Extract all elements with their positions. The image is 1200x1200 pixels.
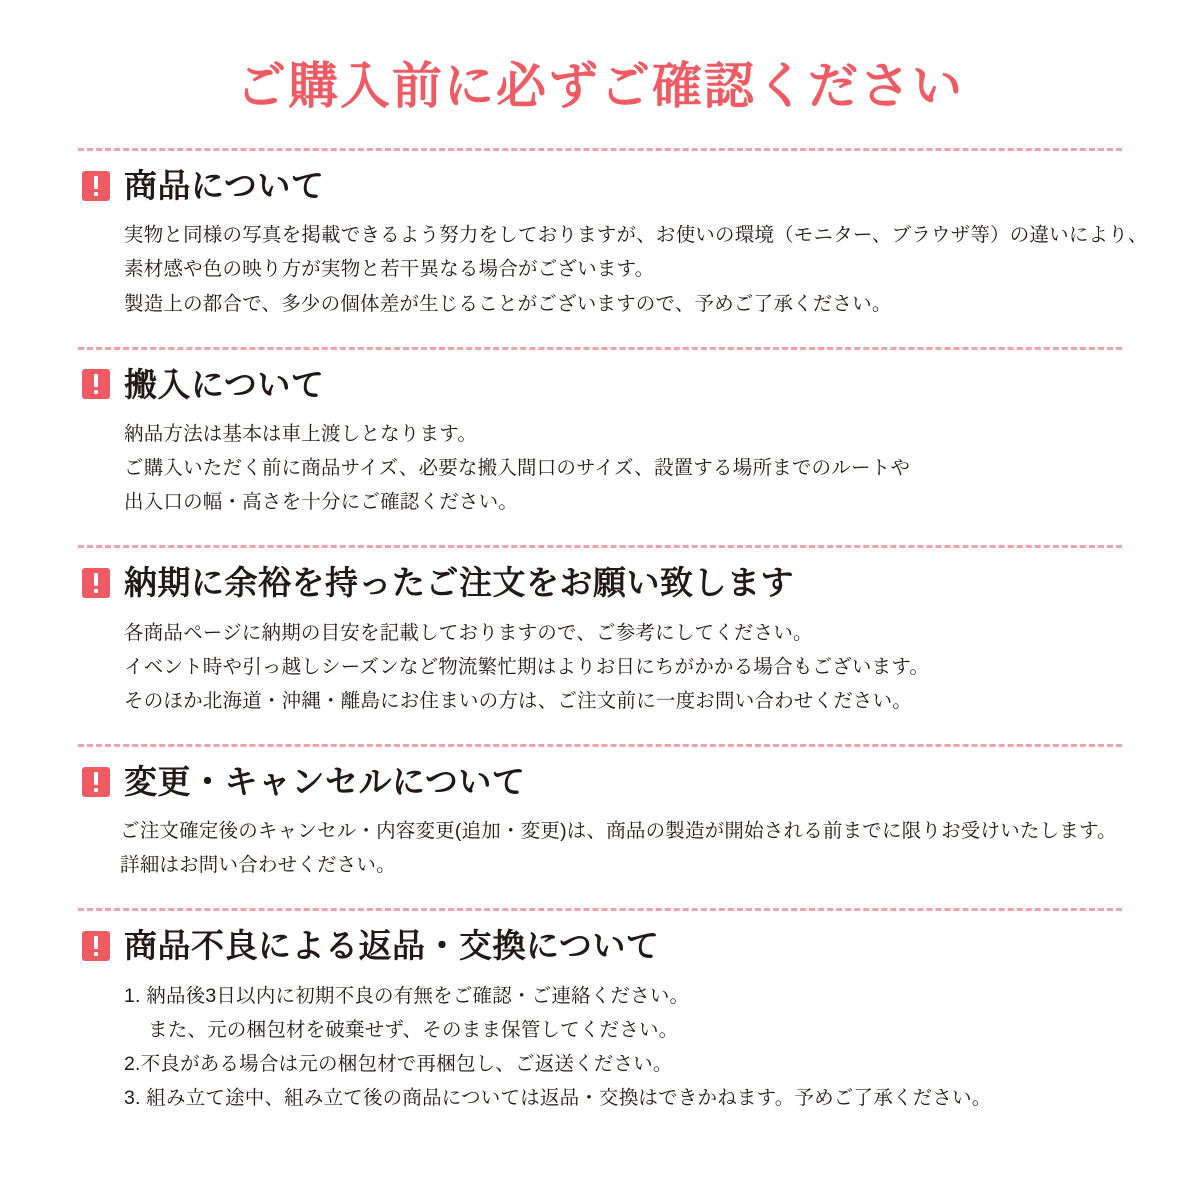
section-body (78, 616, 1122, 718)
section-lead-time (78, 562, 1122, 720)
section-delivery (78, 364, 1122, 522)
exclamation-icon (82, 767, 110, 797)
section-title: 商品不良による返品・交換について (124, 927, 660, 965)
body-line: ご注文確定後のキャンセル・内容変更(追加・変更)は、商品の製造が開始される前までに限りお受けいたします。 (120, 820, 1117, 843)
section-returns (78, 925, 1122, 1117)
section-title: 納期に余裕を持ったご注文をお願い致します (124, 564, 794, 602)
page-title: ご購入前に必ずご確認ください (236, 58, 964, 114)
section-cancellation (78, 761, 1122, 885)
section-title: 変更・キャンセルについて (124, 762, 526, 800)
body-line: 素材感や色の映り方が実物と若干異なる場合がございます。 (124, 258, 655, 281)
section-title: 商品について (124, 167, 325, 204)
section-body (78, 979, 1122, 1116)
body-line: 各商品ページに納期の目安を記載しておりますので、ご参考にしてください。 (124, 621, 813, 644)
section-heading-row (78, 364, 1122, 405)
section-body (78, 417, 1122, 519)
body-line: 3. 組み立て途中、組み立て後の商品については返品・交換はできかねます。予めご了承ください。 (124, 1087, 992, 1109)
body-line: 2.不良がある場合は元の梱包材で再梱包し、ご返送ください。 (124, 1052, 673, 1075)
section-product (78, 165, 1148, 323)
exclamation-icon (82, 369, 110, 399)
section-divider (78, 347, 1122, 350)
section-body (78, 814, 1122, 882)
body-line: そのほか北海道・沖縄・離島にお住まいの方は、ご注文前に一度お問い合わせください。 (124, 689, 913, 712)
section-divider (78, 908, 1122, 911)
body-line: 1. 納品後3日以内に初期不良の有無をご確認・ご連絡ください。 (124, 984, 690, 1007)
section-heading-row (78, 761, 1122, 802)
section-divider (78, 545, 1122, 548)
body-line: また、元の梱包材を破棄せず、そのまま保管してください。 (148, 1018, 679, 1041)
section-heading-row (78, 925, 1122, 966)
body-line: ご購入いただく前に商品サイズ、必要な搬入間口のサイズ、設置する場所までのルートや (124, 457, 911, 479)
body-line: 出入口の幅・高さを十分にご確認ください。 (124, 491, 519, 514)
body-line: 詳細はお問い合わせください。 (120, 854, 396, 877)
section-divider (78, 148, 1122, 151)
exclamation-icon (82, 568, 110, 598)
body-line: 納品方法は基本は車上渡しとなります。 (124, 422, 478, 445)
body-line: 実物と同様の写真を掲載できるよう努力をしておりますが、お使いの環境（モニター、ブラウザ等）の違いにより、 (124, 224, 1148, 247)
exclamation-icon (82, 931, 110, 961)
section-divider (78, 744, 1122, 747)
section-heading-row (78, 165, 1122, 206)
section-body (78, 218, 1148, 320)
section-title: 搬入について (124, 365, 325, 403)
section-heading-row (78, 562, 1122, 603)
exclamation-icon (82, 171, 110, 201)
body-line: 製造上の都合で、多少の個体差が生じることがございますので、予めご了承ください。 (124, 292, 892, 315)
body-line: イベント時や引っ越しシーズンなど物流繁忙期はよりお日にちがかかる場合もございます。 (124, 655, 930, 678)
